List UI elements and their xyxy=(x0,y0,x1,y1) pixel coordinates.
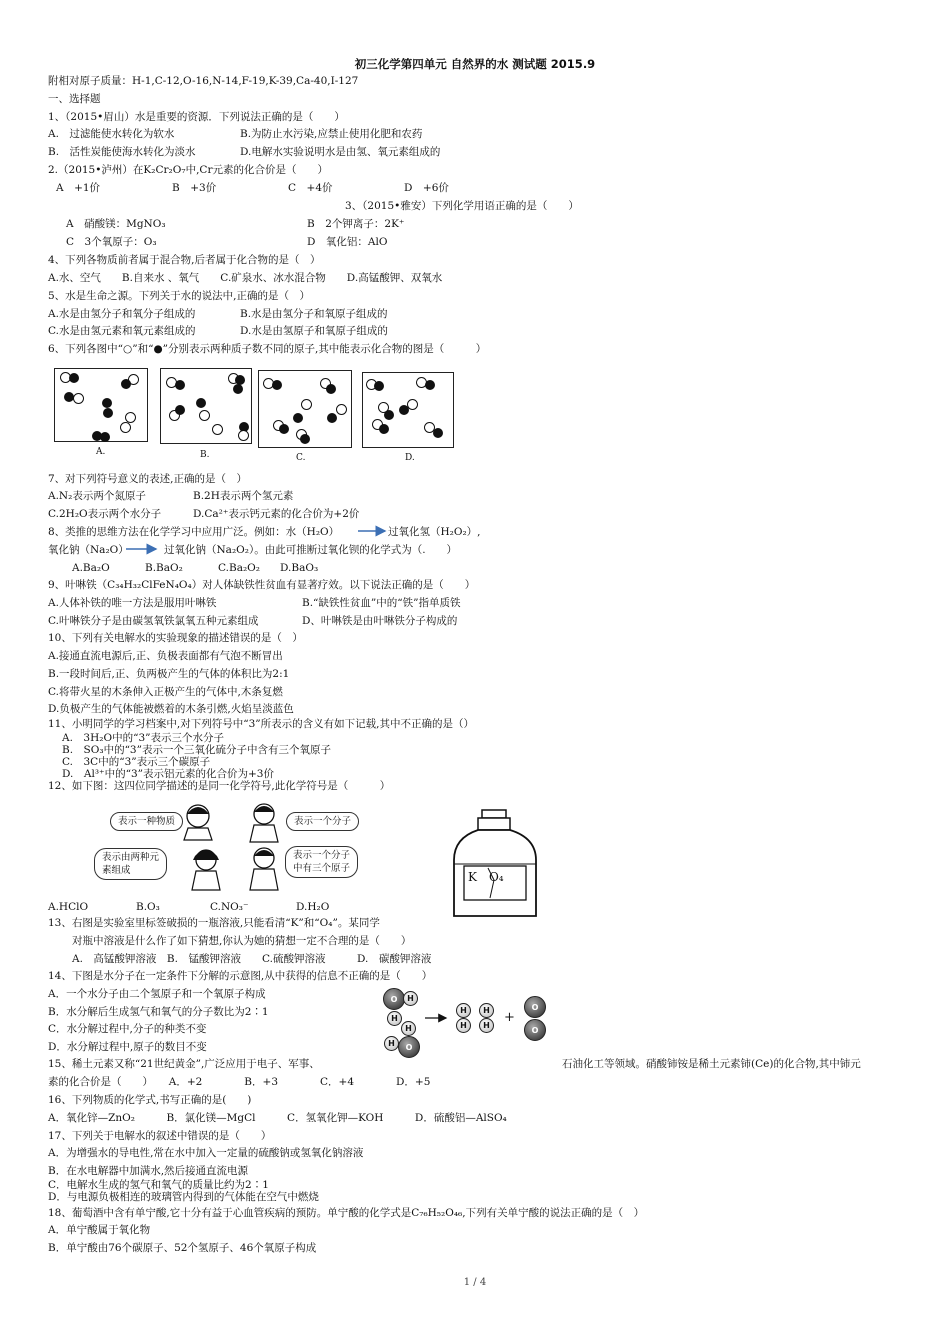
text-line: D.BaO₃ xyxy=(280,562,319,574)
text-line: C．水分解过程中,分子的种类不变 xyxy=(48,1023,207,1035)
text-line: B.“缺铁性贫血”中的“铁”指单质铁 xyxy=(302,597,461,609)
text-line: 17、下列关于电解水的叙述中错误的是（ ） xyxy=(48,1130,272,1142)
hydrogen-atom: H xyxy=(479,1003,494,1018)
text-line: C.水是由氢元素和氧元素组成的 xyxy=(48,325,196,337)
text-line: A．氧化锌—ZnO₂ B．氯化镁—MgCl C．氢氧化钾—KOH D．硫酸铝—AlSO₄ xyxy=(48,1112,507,1124)
text-line: A.Ba₂O xyxy=(72,562,110,574)
q6-label-c: C. xyxy=(296,453,306,463)
text-line: B.2H表示两个氢元素 xyxy=(193,490,294,502)
hydrogen-atom: H xyxy=(479,1018,494,1033)
text-line: 15、稀土元素又称“21世纪黄金”,广泛应用于电子、军事、 xyxy=(48,1058,320,1070)
text-line: A．单宁酸属于氧化物 xyxy=(48,1224,151,1236)
text-line: B 2个钾离子：2K⁺ xyxy=(307,218,405,230)
bottle-label-text: K O₄ xyxy=(468,870,504,884)
text-line: 过氧化钠（Na₂O₂）。由此可推断过氧化钡的化学式为（. ） xyxy=(164,544,458,556)
text-line: D 氧化铝：AlO xyxy=(307,236,388,248)
text-line: A +1价 xyxy=(56,182,101,194)
text-line: C.NO₃⁻ xyxy=(210,901,249,913)
text-line: D. Al³⁺中的“3”表示铝元素的化合价为+3价 xyxy=(62,768,274,780)
text-line: D.Ca²⁺表示钙元素的化合价为+2价 xyxy=(193,508,360,520)
q6-label-b: B. xyxy=(200,450,210,460)
text-line: 过氧化氢（H₂O₂）, xyxy=(388,526,481,538)
text-line: D.负极产生的气体能被燃着的木条引燃,火焰呈淡蓝色 xyxy=(48,703,294,715)
text-line: B.O₃ xyxy=(136,901,160,913)
text-line: C.Ba₂O₂ xyxy=(218,562,260,574)
hydrogen-atom: H xyxy=(387,1011,402,1026)
text-line: 5、水是生命之源。下列关于水的说法中,正确的是（ ） xyxy=(48,290,311,302)
text-line: D．与电源负极相连的玻璃管内得到的气体能在空气中燃烧 xyxy=(48,1191,319,1203)
oxygen-atom: O xyxy=(524,1019,546,1041)
text-line: A.HClO xyxy=(48,901,89,913)
page-title: 初三化学第四单元 自然界的水 测试题 2015.9 xyxy=(354,57,596,71)
text-line: 10、下列有关电解水的实验现象的描述错误的是（ ） xyxy=(48,632,303,644)
bubble-one-substance: 表示一种物质 xyxy=(110,812,183,831)
bubble-one-molecule: 表示一个分子 xyxy=(286,812,359,831)
text-line: 14、下图是水分子在一定条件下分解的示意图,从中获得的信息不正确的是（ ） xyxy=(48,970,433,982)
text-line: A 硝酸镁：MgNO₃ xyxy=(66,218,166,230)
text-line: A. 高锰酸钾溶液 B. 锰酸钾溶液 C.硫酸钾溶液 D. 碳酸钾溶液 xyxy=(72,953,432,965)
text-line: C.2H₂O表示两个水分子 xyxy=(48,508,162,520)
text-line: 对瓶中溶液是什么作了如下猜想,你认为她的猜想一定不合理的是（ ） xyxy=(72,935,412,947)
text-line: 18、葡萄酒中含有单宁酸,它十分有益于心血管疾病的预防。单宁酸的化学式是C₇₆H₅₂O₄₆,下列有关单宁酸的说法正确的是（ ） xyxy=(48,1207,645,1219)
text-line: 1、（2015•眉山）水是重要的资源．下列说法正确的是（ ） xyxy=(48,111,345,123)
text-line: 氧化钠（Na₂O） xyxy=(48,544,129,556)
text-line: B. 活性炭能使海水转化为淡水 xyxy=(48,146,196,158)
oxygen-atom: O xyxy=(383,988,405,1010)
text-line: 16、下列物质的化学式,书写正确的是( ) xyxy=(48,1094,252,1106)
page-number: 1 / 4 xyxy=(463,1277,487,1288)
plus-sign: + xyxy=(504,1010,515,1025)
text-line: 11、小明同学的学习档案中,对下列符号中“3”所表示的含义有如下记载,其中不正确的是（） xyxy=(48,718,474,730)
text-line: 石油化工等领域。硝酸铈铵是稀土元素铈(Ce)的化合物,其中铈元 xyxy=(562,1058,861,1070)
text-line: 7、对下列符号意义的表述,正确的是（ ） xyxy=(48,473,248,485)
text-line: B +3价 xyxy=(172,182,217,194)
text-line: D.电解水实验说明水是由氢、氧元素组成的 xyxy=(240,146,441,158)
text-line: B. SO₃中的“3”表示一个三氧化硫分子中含有三个氧原子 xyxy=(62,744,331,756)
q6-label-d: D. xyxy=(405,453,415,463)
text-line: 12、如下图：这四位同学描述的是同一化学符号,此化学符号是（ ） xyxy=(48,780,391,792)
hydrogen-atom: H xyxy=(401,1021,416,1036)
text-line: 3、（2015•雅安）下列化学用语正确的是（ ） xyxy=(345,200,579,212)
text-line: C.将带火星的木条伸入正极产生的气体中,木条复燃 xyxy=(48,686,283,698)
text-line: A.接通直流电源后,正、负极表面都有气泡不断冒出 xyxy=(48,650,283,662)
text-line: C.叶啉铁分子是由碳氢氧铁氯氧五种元素组成 xyxy=(48,615,259,627)
text-line: D +6价 xyxy=(404,182,449,194)
text-line: 素的化合价是（ ） A．+2 B．+3 C．+4 D．+5 xyxy=(48,1076,431,1088)
text-line: B.一段时间后,正、负两极产生的气体的体积比为2:1 xyxy=(48,668,290,680)
oxygen-atom: O xyxy=(524,996,546,1018)
text-line: A.水、空气 B.自来水 、氧气 C.矿泉水、冰水混合物 D.高锰酸钾、双氧水 xyxy=(48,272,443,284)
text-line: 9、叶啉铁（C₃₄H₃₂ClFeN₄O₄）对人体缺铁性贫血有显著疗效。以下说法正确的是（ ） xyxy=(48,579,476,591)
oxygen-atom: O xyxy=(398,1036,420,1058)
text-line: D．水分解过程中,原子的数目不变 xyxy=(48,1041,207,1053)
text-line: 一、选择题 xyxy=(48,93,101,105)
student-figures xyxy=(180,798,290,894)
reagent-bottle-illustration xyxy=(448,808,542,920)
hydrogen-atom: H xyxy=(403,991,418,1006)
text-line: B.BaO₂ xyxy=(145,562,183,574)
text-line: A. 过滤能使水转化为软水 xyxy=(48,128,175,140)
hydrogen-atom: H xyxy=(456,1003,471,1018)
text-line: B．在水电解器中加满水,然后接通直流电源 xyxy=(48,1165,249,1177)
text-line: C 3个氧原子：O₃ xyxy=(66,236,157,248)
hydrogen-atom: H xyxy=(456,1018,471,1033)
text-line: C +4价 xyxy=(288,182,333,194)
text-line: 8、类推的思维方法在化学学习中应用广泛。例如：水（H₂O） xyxy=(48,526,340,538)
text-line: C．电解水生成的氢气和氧气的质量比约为2∶1 xyxy=(48,1179,269,1191)
bubble-three-atoms: 表示一个分子 中有三个原子 xyxy=(285,846,358,878)
bubble-two-elements: 表示由两种元 素组成 xyxy=(94,848,167,880)
text-line: B.水是由氢分子和氧原子组成的 xyxy=(240,308,388,320)
text-line: B．水分解后生成氢气和氧气的分子数比为2∶1 xyxy=(48,1006,269,1018)
text-line: 13、右图是实验室里标签破损的一瓶溶液,只能看清“K”和“O₄”。某同学 xyxy=(48,917,380,929)
q6-label-a: A. xyxy=(96,447,106,457)
text-line: D.H₂O xyxy=(296,901,330,913)
text-line: A．一个水分子由二个氢原子和一个氧原子构成 xyxy=(48,988,266,1000)
text-line: B．单宁酸由76个碳原子、52个氢原子、46个氧原子构成 xyxy=(48,1242,317,1254)
text-line: B.为防止水污染,应禁止使用化肥和农药 xyxy=(240,128,423,140)
text-line: 2.（2015•泸州）在K₂Cr₂O₇中,Cr元素的化合价是（ ） xyxy=(48,164,328,176)
hydrogen-atom: H xyxy=(384,1036,399,1051)
text-line: C. 3C中的“3”表示三个碳原子 xyxy=(62,756,211,768)
text-line: A. 3H₂O中的“3”表示三个水分子 xyxy=(62,732,224,744)
text-line: D.水是由氢原子和氧原子组成的 xyxy=(240,325,388,337)
text-line: A．为增强水的导电性,常在水中加入一定量的硫酸钠或氢氧化钠溶液 xyxy=(48,1147,364,1159)
text-line: 6、下列各图中“○”和“●”分别表示两种质子数不同的原子,其中能表示化合物的图是（ ） xyxy=(48,343,487,355)
text-line: 附相对原子质量：H-1,C-12,O-16,N-14,F-19,K-39,Ca-40,I-127 xyxy=(48,75,359,87)
text-line: A.人体补铁的唯一方法是服用叶啉铁 xyxy=(48,597,217,609)
text-line: A.水是由氢分子和氧分子组成的 xyxy=(48,308,196,320)
text-line: 4、下列各物质前者属于混合物,后者属于化合物的是（ ） xyxy=(48,254,321,266)
text-line: D、叶啉铁是由叶啉铁分子构成的 xyxy=(302,615,458,627)
text-line: A.N₂表示两个氮原子 xyxy=(48,490,146,502)
